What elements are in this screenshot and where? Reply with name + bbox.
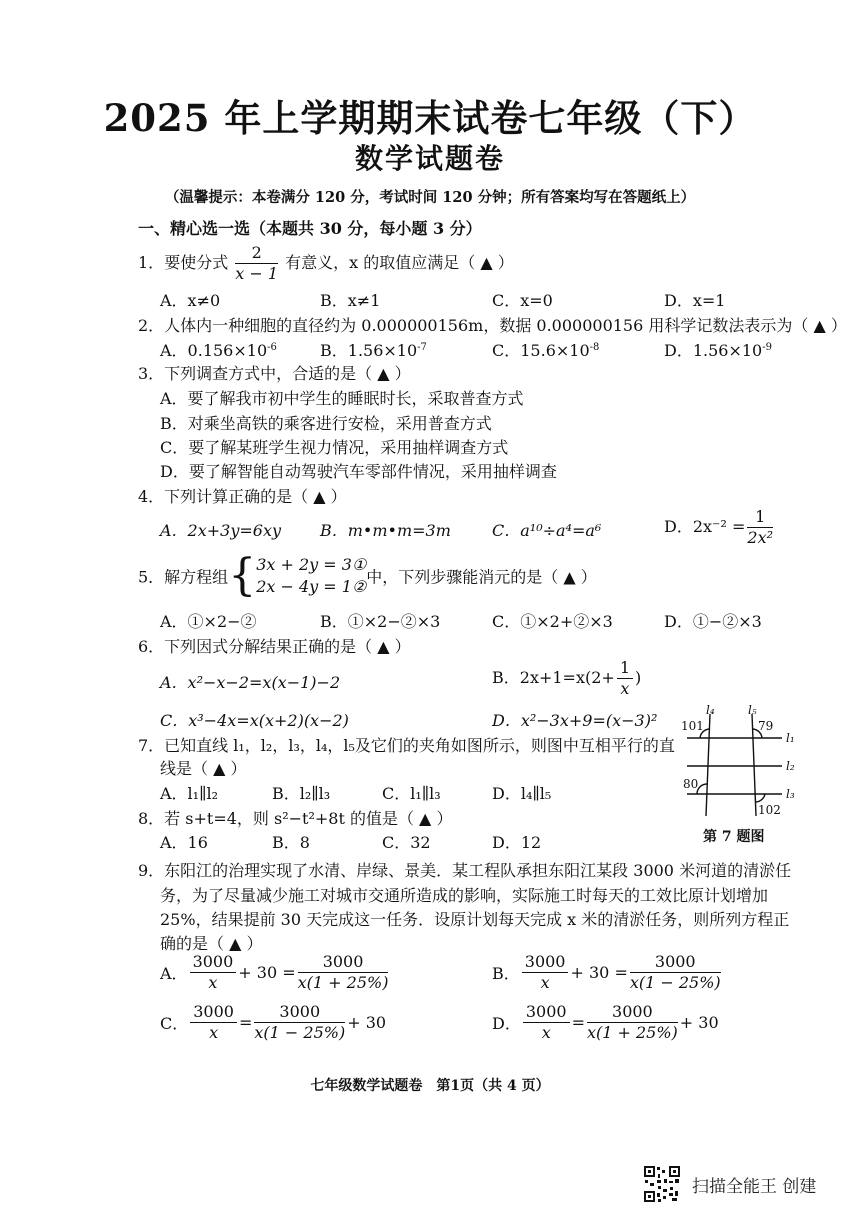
watermark-text: 扫描全能王 创建 [692, 1177, 817, 1197]
question-2: 2．人体内一种细胞的直径约为 0.000000156m，数据 0.000000156 用科学记数法表示为（ ▲ ） [138, 316, 847, 335]
q5-option-b: B．①×2−②×3 [320, 612, 441, 631]
figure-caption: 第 7 题图 [703, 829, 765, 845]
q6-option-a: A．x²−x−2=x(x−1)−2 [160, 673, 341, 692]
question-9-line4: 确的是（ ▲ ） [160, 934, 263, 953]
q2-option-b: B．$1.56\times 10^{-7}$ [320, 341, 427, 360]
q6-option-d: D．x²−3x+9=(x−3)² [492, 711, 658, 730]
qr-code-icon[interactable] [643, 1165, 681, 1203]
q4-option-b: B．m•m•m=3m [320, 521, 451, 540]
question-6: 6．下列因式分解结果正确的是（ ▲ ） [138, 637, 411, 656]
angle-101: 101 [681, 719, 704, 733]
q5-option-c: C．①×2+②×3 [492, 612, 613, 631]
question-4: 4．下列计算正确的是（ ▲ ） [138, 487, 347, 506]
page-subtitle: 数学试题卷 [354, 142, 505, 175]
label-l5: l₅ [748, 703, 757, 717]
question-9-line2: 务，为了尽量减少施工对城市交通所造成的影响，实际施工时每天的工效比原计划增加 [160, 886, 769, 905]
q3-option-a: A．要了解我市初中学生的睡眠时长，采取普查方式 [160, 389, 524, 408]
q1-option-d: D．x=1 [664, 291, 726, 310]
q2-option-d: D．$1.56\times 10^{-9}$ [664, 341, 772, 360]
q9-option-a: A． $\frac{3000}{x}$ + 30 = $\frac{3000}{x(1 + 25\%)}$ [160, 952, 389, 992]
q9-option-d: D． $\frac{3000}{x}$ = $\frac{3000}{x(1 + 25\%)}$ + 30 [492, 1002, 719, 1042]
question-9-line3: 25%，结果提前 30 天完成这一任务．设原计划每天完成 x 米的清淤任务，则所列方程正 [160, 910, 790, 929]
label-l1: l₁ [786, 731, 795, 745]
question-7-line1: 7．已知直线 l₁，l₂，l₃，l₄，l₅及它们的夹角如图所示，则图中互相平行的直 [138, 736, 675, 755]
q3-option-c: C．要了解某班学生视力情况，采用抽样调查方式 [160, 438, 509, 457]
q3-option-b: B．对乘坐高铁的乘客进行安检，采用普查方式 [160, 414, 492, 433]
equation-system: 3x + 2y = 3① 2x − 4y = 1② [256, 555, 367, 596]
fraction: $\frac{2}{x - 1}$ [235, 243, 279, 283]
page-footer: 七年级数学试题卷 第1页（共 4 页） [310, 1078, 550, 1094]
question-3: 3．下列调查方式中，合适的是（ ▲ ） [138, 364, 411, 383]
question-1: 1．要使分式 $\frac{2}{x - 1}$ 有意义，x 的取值应满足（ ▲ ） [138, 243, 514, 283]
q2-option-c: C．$15.6\times 10^{-8}$ [492, 341, 600, 360]
q3-option-d: D．要了解智能自动驾驶汽车零部件情况，采用抽样调查 [160, 462, 557, 481]
q8-option-c: C．32 [382, 833, 431, 852]
q8-option-a: A．16 [160, 833, 208, 852]
q7-option-b: B．l₂∥l₃ [272, 784, 331, 803]
q2-option-a: A．$0.156\times 10^{-6}$ [160, 341, 277, 360]
q9-option-b: B． $\frac{3000}{x}$ + 30 = $\frac{3000}{x(1 - 25\%)}$ [492, 952, 721, 992]
brace: { [228, 550, 257, 601]
section-heading: 一、精心选一选（本题共 30 分，每小题 3 分） [138, 219, 482, 238]
question-8: 8．若 s+t=4，则 s²−t²+8t 的值是（ ▲ ） [138, 809, 453, 828]
q5-option-d: D．①−②×3 [664, 612, 762, 631]
q7-option-d: D．l₄∥l₅ [492, 784, 552, 803]
label-l2: l₂ [786, 759, 795, 773]
question-9-line1: 9．东阳江的治理实现了水清、岸绿、景美．某工程队承担东阳江某段 3000 米河道的清淤任 [138, 861, 792, 880]
page-title: 2025 年上学期期末试卷七年级（下） [103, 96, 757, 140]
question-5: 5．解方程组{3x + 2y = 3① 2x − 4y = 1②中，下列步骤能消元的是（ ▲ ） [138, 550, 597, 601]
q1-option-c: C．x=0 [492, 291, 553, 310]
q7-option-a: A．l₁∥l₂ [160, 784, 219, 803]
q7-figure [670, 702, 800, 824]
q4-option-a: A．2x+3y=6xy [160, 521, 282, 540]
label-l4: l₄ [706, 703, 715, 717]
q6-option-c: C．x³−4x=x(x+2)(x−2) [160, 711, 349, 730]
q8-option-d: D．12 [492, 833, 542, 852]
q7-option-c: C．l₁∥l₃ [382, 784, 441, 803]
angle-102: 102 [758, 803, 781, 817]
angle-80: 80 [683, 777, 699, 791]
q8-option-b: B．8 [272, 833, 310, 852]
q1-option-a: A．x≠0 [160, 291, 221, 310]
angle-79: 79 [758, 719, 774, 733]
q4-option-d: D．2x⁻² = $\frac{1}{\text{2x²}}$ [664, 507, 774, 547]
q9-option-c: C． $\frac{3000}{x}$ = $\frac{3000}{x(1 - 25\%)}$ + 30 [160, 1002, 387, 1042]
notice: （温馨提示：本卷满分 120 分，考试时间 120 分钟；所有答案均写在答题纸上） [164, 189, 696, 206]
q1-option-b: B．x≠1 [320, 291, 381, 310]
q4-option-c: C．a¹⁰÷a⁴=a⁶ [492, 521, 602, 540]
q6-option-b: B．2x+1=x(2+ $\frac{1}{x}$ ) [492, 658, 642, 698]
question-7-line2: 线是（ ▲ ） [160, 759, 247, 778]
q5-option-a: A．①×2−② [160, 612, 257, 631]
label-l3: l₃ [786, 787, 795, 801]
